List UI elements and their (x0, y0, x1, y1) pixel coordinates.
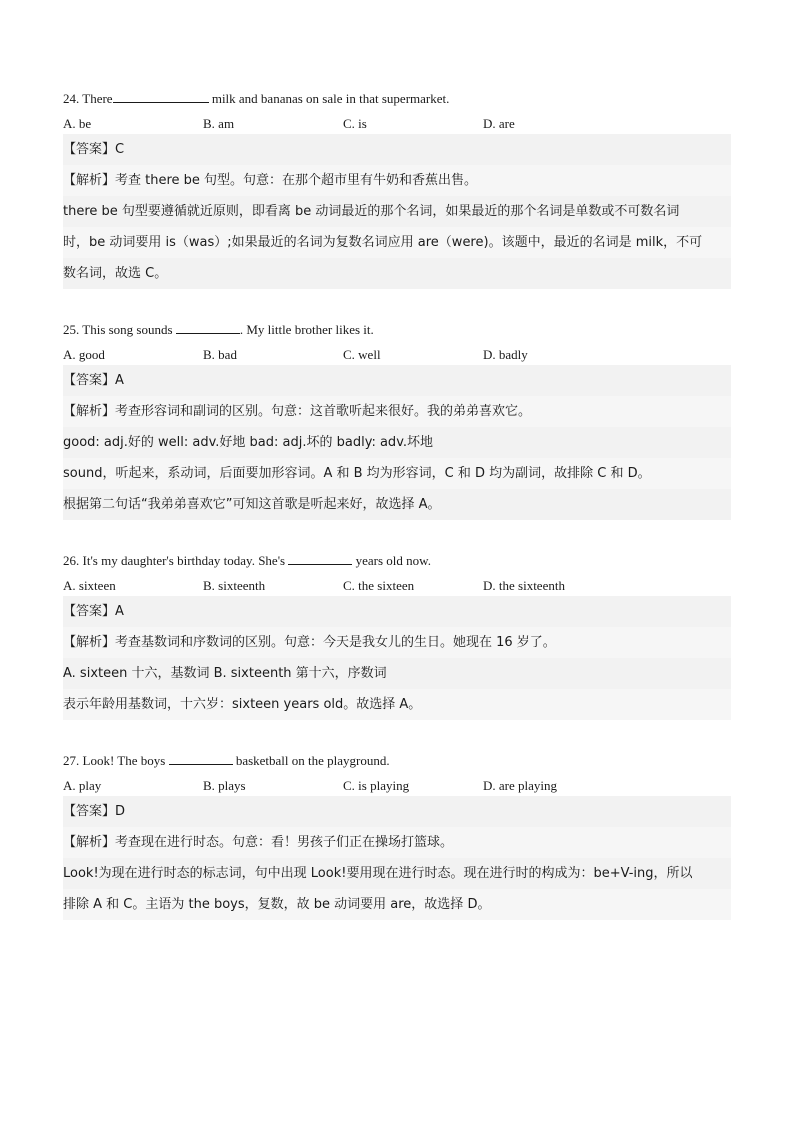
answer-blank (288, 552, 352, 565)
answer-line: 【答案】C (63, 142, 125, 157)
option-b: B. am (203, 116, 235, 131)
question-26 (63, 552, 731, 720)
option-d: D. the sixteenth (483, 578, 565, 593)
option-a: A. play (63, 778, 102, 793)
question-25 (63, 321, 731, 520)
explanation-line: Look!为现在进行时态的标志词，句中出现 Look!要用现在进行时态。现在进行时的构成为：be+V-ing，所以 (63, 866, 693, 881)
options-row (63, 776, 731, 796)
stem-text-after: basketball on the playground. (232, 753, 390, 768)
explanation-line: there be 句型要遵循就近原则，即看离 be 动词最近的那个名词，如果最近的那个名词是单数或不可数名词 (63, 204, 680, 219)
option-a: A. sixteen (63, 578, 116, 593)
option-b: B. plays (203, 778, 246, 793)
explanation-line: 数名词，故选 C。 (63, 266, 168, 281)
answer-line: 【答案】A (63, 604, 124, 619)
question-stem (63, 552, 731, 570)
explanation-line: 时，be 动词要用 is（was）;如果最近的名词为复数名词应用 are（were)。该题中，最近的名词是 milk，不可 (63, 227, 731, 258)
stem-text-before: 26. It's my daughter's birthday today. She's (63, 553, 286, 568)
explanation-box (63, 796, 731, 920)
option-c: C. well (343, 347, 381, 362)
stem-text-after: . My little brother likes it. (239, 322, 374, 337)
option-d: D. are (483, 116, 515, 131)
stem-text-after: years old now. (352, 553, 431, 568)
explanation-line: 【解析】考查现在进行时态。句意：看！男孩子们正在操场打篮球。 (63, 827, 731, 858)
explanation-box (63, 596, 731, 720)
answer-blank (169, 752, 233, 765)
answer-blank (113, 90, 209, 103)
question-stem (63, 321, 731, 339)
explanation-line: sound，听起来，系动词，后面要加形容词。A 和 B 均为形容词，C 和 D 均为副词，故排除 C 和 D。 (63, 458, 731, 489)
options-row (63, 114, 731, 134)
explanation-line: 【解析】考查形容词和副词的区别。句意：这首歌听起来很好。我的弟弟喜欢它。 (63, 396, 731, 427)
explanation-box (63, 134, 731, 289)
explanation-line: 【解析】考查 there be 句型。句意：在那个超市里有牛奶和香蕉出售。 (63, 165, 731, 196)
explanation-box (63, 365, 731, 520)
option-b: B. sixteenth (203, 578, 266, 593)
stem-text-after: milk and bananas on sale in that supermarket. (208, 91, 450, 106)
option-d: D. are playing (483, 778, 558, 793)
question-stem (63, 752, 731, 770)
explanation-line: 【解析】考查基数词和序数词的区别。句意：今天是我女儿的生日。她现在 16 岁了。 (63, 627, 731, 658)
question-27 (63, 752, 731, 920)
explanation-line: 排除 A 和 C。主语为 the boys，复数，故 be 动词要用 are，故选择 D。 (63, 889, 731, 920)
option-b: B. bad (203, 347, 237, 362)
option-a: A. good (63, 347, 105, 362)
stem-text-before: 25. This song sounds (63, 322, 173, 337)
explanation-line: A. sixteen 十六，基数词 B. sixteenth 第十六，序数词 (63, 666, 387, 681)
option-a: A. be (63, 116, 92, 131)
option-c: C. is playing (343, 778, 410, 793)
options-row (63, 345, 731, 365)
options-row (63, 576, 731, 596)
stem-text-before: 27. Look! The boys (63, 753, 166, 768)
answer-line: 【答案】A (63, 373, 124, 388)
explanation-line: good: adj.好的 well: adv.好地 bad: adj.坏的 badly: adv.坏地 (63, 435, 434, 450)
question-24 (63, 90, 731, 289)
answer-blank (176, 321, 240, 334)
option-d: D. badly (483, 347, 528, 362)
option-c: C. the sixteen (343, 578, 415, 593)
answer-line: 【答案】D (63, 804, 126, 819)
explanation-line: 根据第二句话“我弟弟喜欢它”可知这首歌是听起来好，故选择 A。 (63, 497, 441, 512)
stem-text-before: 24. There (63, 91, 113, 106)
explanation-line: 表示年龄用基数词，十六岁：sixteen years old。故选择 A。 (63, 689, 731, 720)
option-c: C. is (343, 116, 367, 131)
question-stem (63, 90, 731, 108)
